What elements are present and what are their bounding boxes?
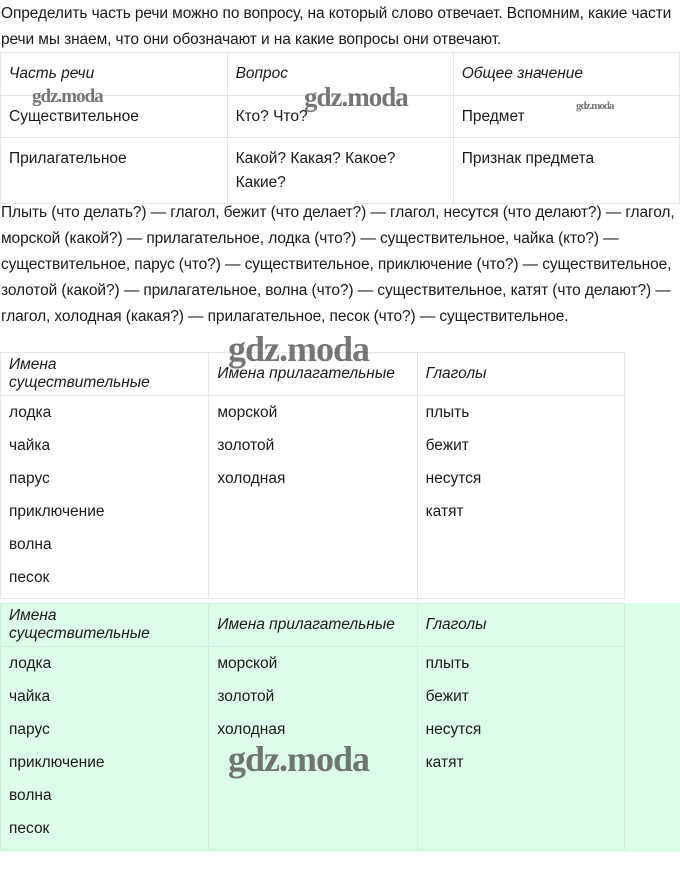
list-item: приключение [9, 754, 105, 771]
cell: Какой? Какая? Какое? Какие? [227, 138, 453, 204]
list-item: морской [217, 404, 278, 421]
list-item: катят [425, 503, 464, 520]
list-item: холодная [217, 470, 286, 487]
analysis-paragraph: Плыть (что делать?) — глагол, бежит (что делает?) — глагол, несутся (что делают?) — глагол, морской (какой?) — прилагательное, лодка (что?) — существительное, чайка (кто?) — существительное, парус (что?) — существительное, приключение (что?) — существительное, золотой (какой?) — прилагательное, волна (что?) — существительное, катят (что делают?) — глагол, холодная (какая?) — прилагательное, песок (что?) — существительное. [1, 204, 675, 325]
watermark: gdz.moda [228, 329, 370, 369]
verbs-cell [417, 647, 624, 850]
list-item: золотой [217, 688, 275, 705]
list-item: несутся [425, 470, 482, 487]
header-nouns: Имена существительные [1, 353, 209, 396]
list-item: плыть [425, 404, 470, 421]
header-adjectives: Имена прилагательные [209, 604, 417, 647]
list-item: несутся [425, 721, 482, 738]
list-item: чайка [9, 437, 51, 454]
list-item: песок [9, 569, 50, 586]
cell: Прилагательное [1, 138, 228, 204]
list-item: волна [9, 787, 52, 804]
list-item: песок [9, 820, 50, 837]
watermark: gdz.moda [32, 86, 103, 107]
header-nouns: Имена существительные [1, 604, 209, 647]
list-item: золотой [217, 437, 275, 454]
header-part: Часть речи [1, 53, 228, 96]
list-item: парус [9, 721, 50, 738]
nouns-cell [1, 647, 209, 850]
header-adjectives: Имена прилагательные [209, 353, 417, 396]
list-item: бежит [425, 688, 469, 705]
header-meaning: Общее значение [453, 53, 679, 96]
watermark: gdz.moda [576, 100, 614, 112]
classification-table [0, 352, 625, 599]
cell: Признак предмета [453, 138, 679, 204]
cell: Предмет [453, 96, 679, 138]
header-verbs: Глаголы [417, 353, 624, 396]
cell: Существительное [1, 96, 228, 138]
watermark: gdz.moda [304, 82, 408, 112]
list-item: холодная [217, 721, 286, 738]
list-item: чайка [9, 688, 51, 705]
watermark: gdz.moda [228, 739, 370, 779]
list-item: лодка [9, 404, 52, 421]
list-item: волна [9, 536, 52, 553]
cell: Кто? Что? [227, 96, 453, 138]
list-item: приключение [9, 503, 105, 520]
adjectives-cell [209, 396, 417, 599]
list-item: лодка [9, 655, 52, 672]
list-item: морской [217, 655, 278, 672]
list-item: плыть [425, 655, 470, 672]
nouns-cell [1, 396, 209, 599]
parts-of-speech-table [0, 52, 680, 204]
table-row [1, 396, 625, 599]
list-item: катят [425, 754, 464, 771]
list-item: парус [9, 470, 50, 487]
header-question: Вопрос [227, 53, 453, 96]
intro-paragraph: Определить часть речи можно по вопросу, на который слово отвечает. Вспомним, какие части речи мы знаем, что они обозначают и на какие вопросы они отвечают. [1, 5, 672, 48]
list-item: бежит [425, 437, 469, 454]
verbs-cell [417, 396, 624, 599]
header-verbs: Глаголы [417, 604, 624, 647]
classification-table-highlighted [0, 603, 625, 850]
table-row [1, 138, 680, 204]
